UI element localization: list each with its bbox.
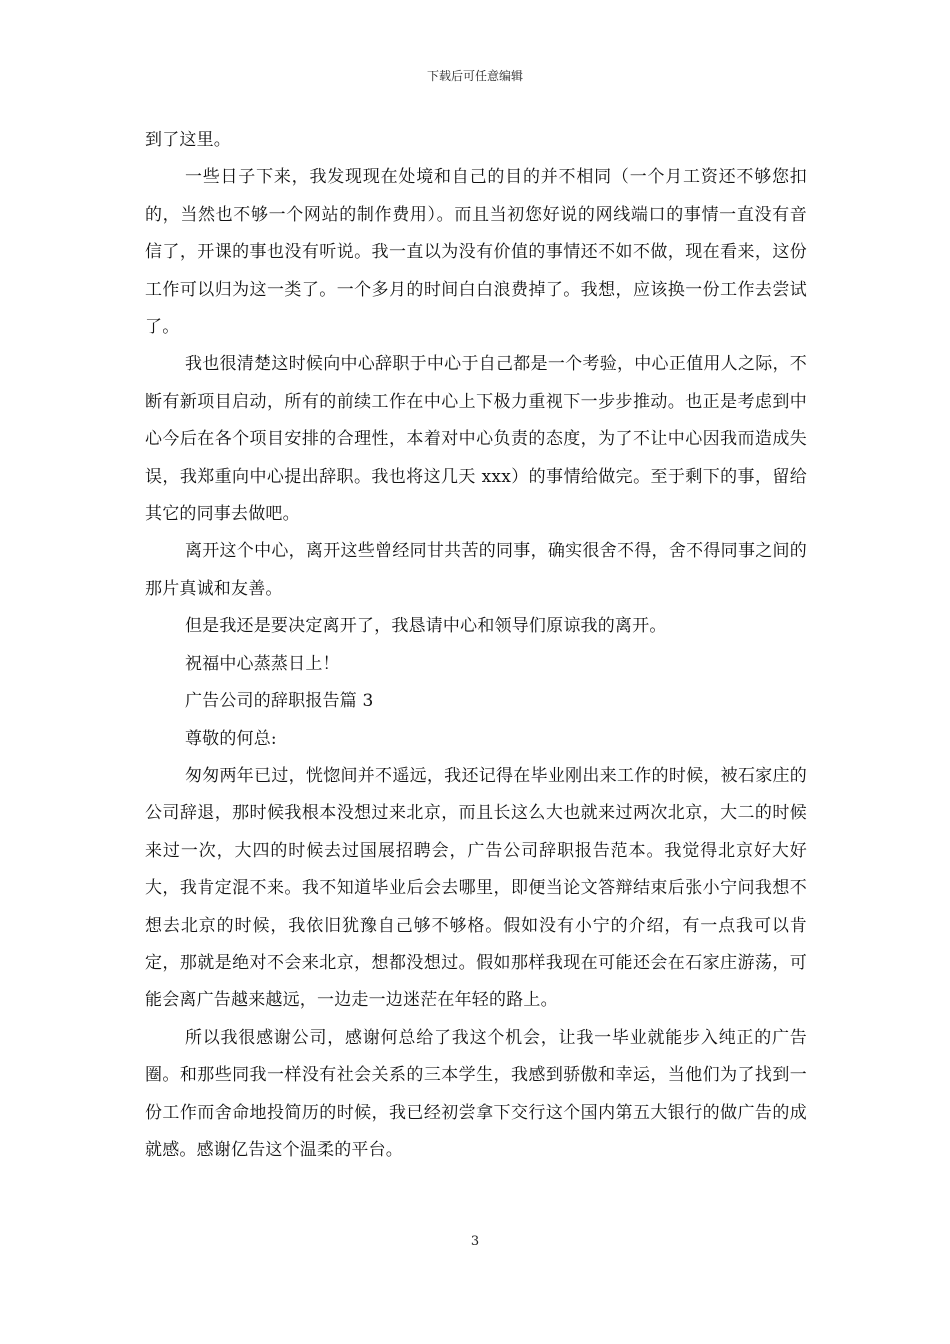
page-header: 下载后可任意编辑 <box>426 69 523 83</box>
paragraph: 祝福中心蒸蒸日上！ <box>184 653 340 674</box>
paragraph: 所以我很感谢公司，感谢何总给了我这个机会，让我一毕业就能步入纯正的广告圈。和那些同我一样没有社会关系的三本学生，我感到骄傲和幸运，当他们为了找到一份工作而舍命地投简历的时候，我已经初尝拿下交行这个国内第五大银行的做广告的成就感。感谢亿告这个温柔的平台。 <box>145 1027 807 1160</box>
page-number: 3 <box>470 1234 480 1249</box>
paragraph: 一些日子下来，我发现现在处境和自己的目的并不相同（一个月工资还不够您扣的，当然也不够一个网站的制作费用）。而且当初您好说的网线端口的事情一直没有音信了，开课的事也没有听说。我一直以为没有价值的事情还不如不做，现在看来，这份工作可以归为这一类了。一个多月的时间白白浪费掉了。我想，应该换一份工作去尝试了。 <box>145 167 807 338</box>
paragraph: 但是我还是要决定离开了，我恳请中心和领导们原谅我的离开。 <box>184 616 667 637</box>
paragraph: 离开这个中心，离开这些曾经同甘共苦的同事，确实很舍不得，舍不得同事之间的那片真诚和友善。 <box>145 541 807 599</box>
salutation: 尊敬的何总: <box>184 728 277 749</box>
section-heading: 广告公司的辞职报告篇 3 <box>184 691 374 712</box>
document-body <box>145 122 807 1169</box>
paragraph: 匆匆两年已过，恍惚间并不遥远，我还记得在毕业刚出来工作的时候，被石家庄的公司辞退，那时候我根本没想过来北京，而且长这么大也就来过两次北京，大二的时候来过一次，大四的时候去过国展招聘会，广告公司辞职报告范本。我觉得北京好大好大，我肯定混不来。我不知道毕业后会去哪里，即便当论文答辩结束后张小宁问我想不想去北京的时候，我依旧犹豫自己够不够格。假如没有小宁的介绍，有一点我可以肯定，那就是绝对不会来北京，想都没想过。假如那样我现在可能还会在石家庄游荡，可能会离广告越来越远，一边走一边迷茫在年轻的路上。 <box>145 765 807 1011</box>
paragraph-continuation: 到了这里。 <box>145 130 231 150</box>
paragraph: 我也很清楚这时候向中心辞职于中心于自己都是一个考验，中心正值用人之际，不断有新项目启动，所有的前续工作在中心上下极力重视下一步步推动。也正是考虑到中心今后在各个项目安排的合理性，本着对中心负责的态度，为了不让中心因我而造成失误，我郑重向中心提出辞职。我也将这几天 xxx）的事情给做完。至于剩下的事，留给其它的同事去做吧。 <box>145 354 807 525</box>
